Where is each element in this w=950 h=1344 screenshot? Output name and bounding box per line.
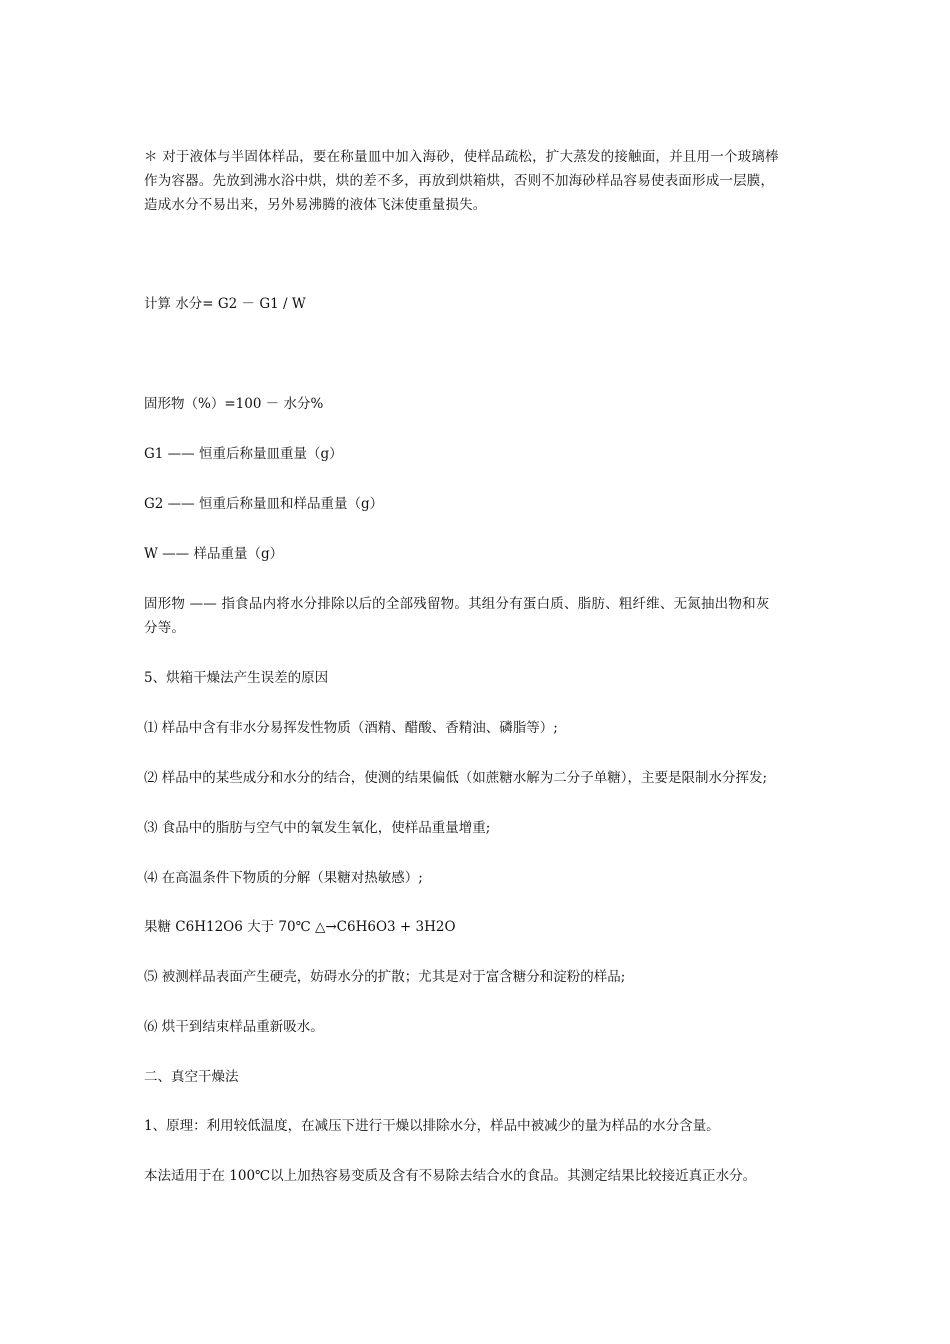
principle-text: 1、原理：利用较低温度，在减压下进行干燥以排除水分，样品中被减少的量为样品的水分含量。 xyxy=(144,1118,720,1134)
solids-definition xyxy=(144,592,812,640)
solids-definition-line-2: 分等。 xyxy=(144,620,186,636)
intro-paragraph xyxy=(144,145,812,217)
intro-line-2: 作为容器。先放到沸水浴中烘，烘的差不多，再放到烘箱烘，否则不加海砂样品容易使表面形成一层膜， xyxy=(144,173,775,189)
fructose-reaction: 果糖 C6H12O6 大于 70℃ △→C6H6O3 + 3H2O xyxy=(144,919,456,935)
error-item-1: ⑴ 样品中含有非水分易挥发性物质（酒精、醋酸、香精油、磷脂等）; xyxy=(144,720,558,736)
error-item-3: ⑶ 食品中的脂肪与空气中的氧发生氧化，使样品重量增重; xyxy=(144,820,491,836)
solids-definition-line-1: 固形物 —— 指食品内将水分排除以后的全部残留物。其组分有蛋白质、脂肪、粗纤维、无氮抽出物和灰 xyxy=(144,596,770,612)
definition-g2: G2 —— 恒重后称量皿和样品重量（g） xyxy=(144,496,384,512)
moisture-formula: 计算 水分= G2 － G1 / W xyxy=(144,296,306,312)
error-item-6: ⑹ 烘干到结束样品重新吸水。 xyxy=(144,1019,324,1035)
solids-formula: 固形物（%）=100 － 水分% xyxy=(144,396,324,412)
error-item-5: ⑸ 被测样品表面产生硬壳，妨碍水分的扩散；尤其是对于富含糖分和淀粉的样品; xyxy=(144,969,626,985)
intro-line-1: ＊ 对于液体与半固体样品，要在称量皿中加入海砂，使样品疏松，扩大蒸发的接触面，并且用一个玻璃棒 xyxy=(144,149,779,165)
applicability-text: 本法适用于在 100℃以上加热容易变质及含有不易除去结合水的食品。其测定结果比较接近真正水分。 xyxy=(144,1168,757,1184)
intro-line-3: 造成水分不易出来，另外易沸腾的液体飞沫使重量损失。 xyxy=(144,197,487,213)
error-item-2: ⑵ 样品中的某些成分和水分的结合，使测的结果偏低（如蔗糖水解为二分子单糖），主要是限制水分挥发; xyxy=(144,770,768,786)
definition-w: W —— 样品重量（g） xyxy=(144,546,284,562)
error-item-4: ⑷ 在高温条件下物质的分解（果糖对热敏感）; xyxy=(144,870,423,886)
definition-g1: G1 —— 恒重后称量皿重量（g） xyxy=(144,446,343,462)
section-5-heading: 5、烘箱干燥法产生误差的原因 xyxy=(144,670,329,686)
section-2-heading: 二、真空干燥法 xyxy=(144,1069,239,1085)
